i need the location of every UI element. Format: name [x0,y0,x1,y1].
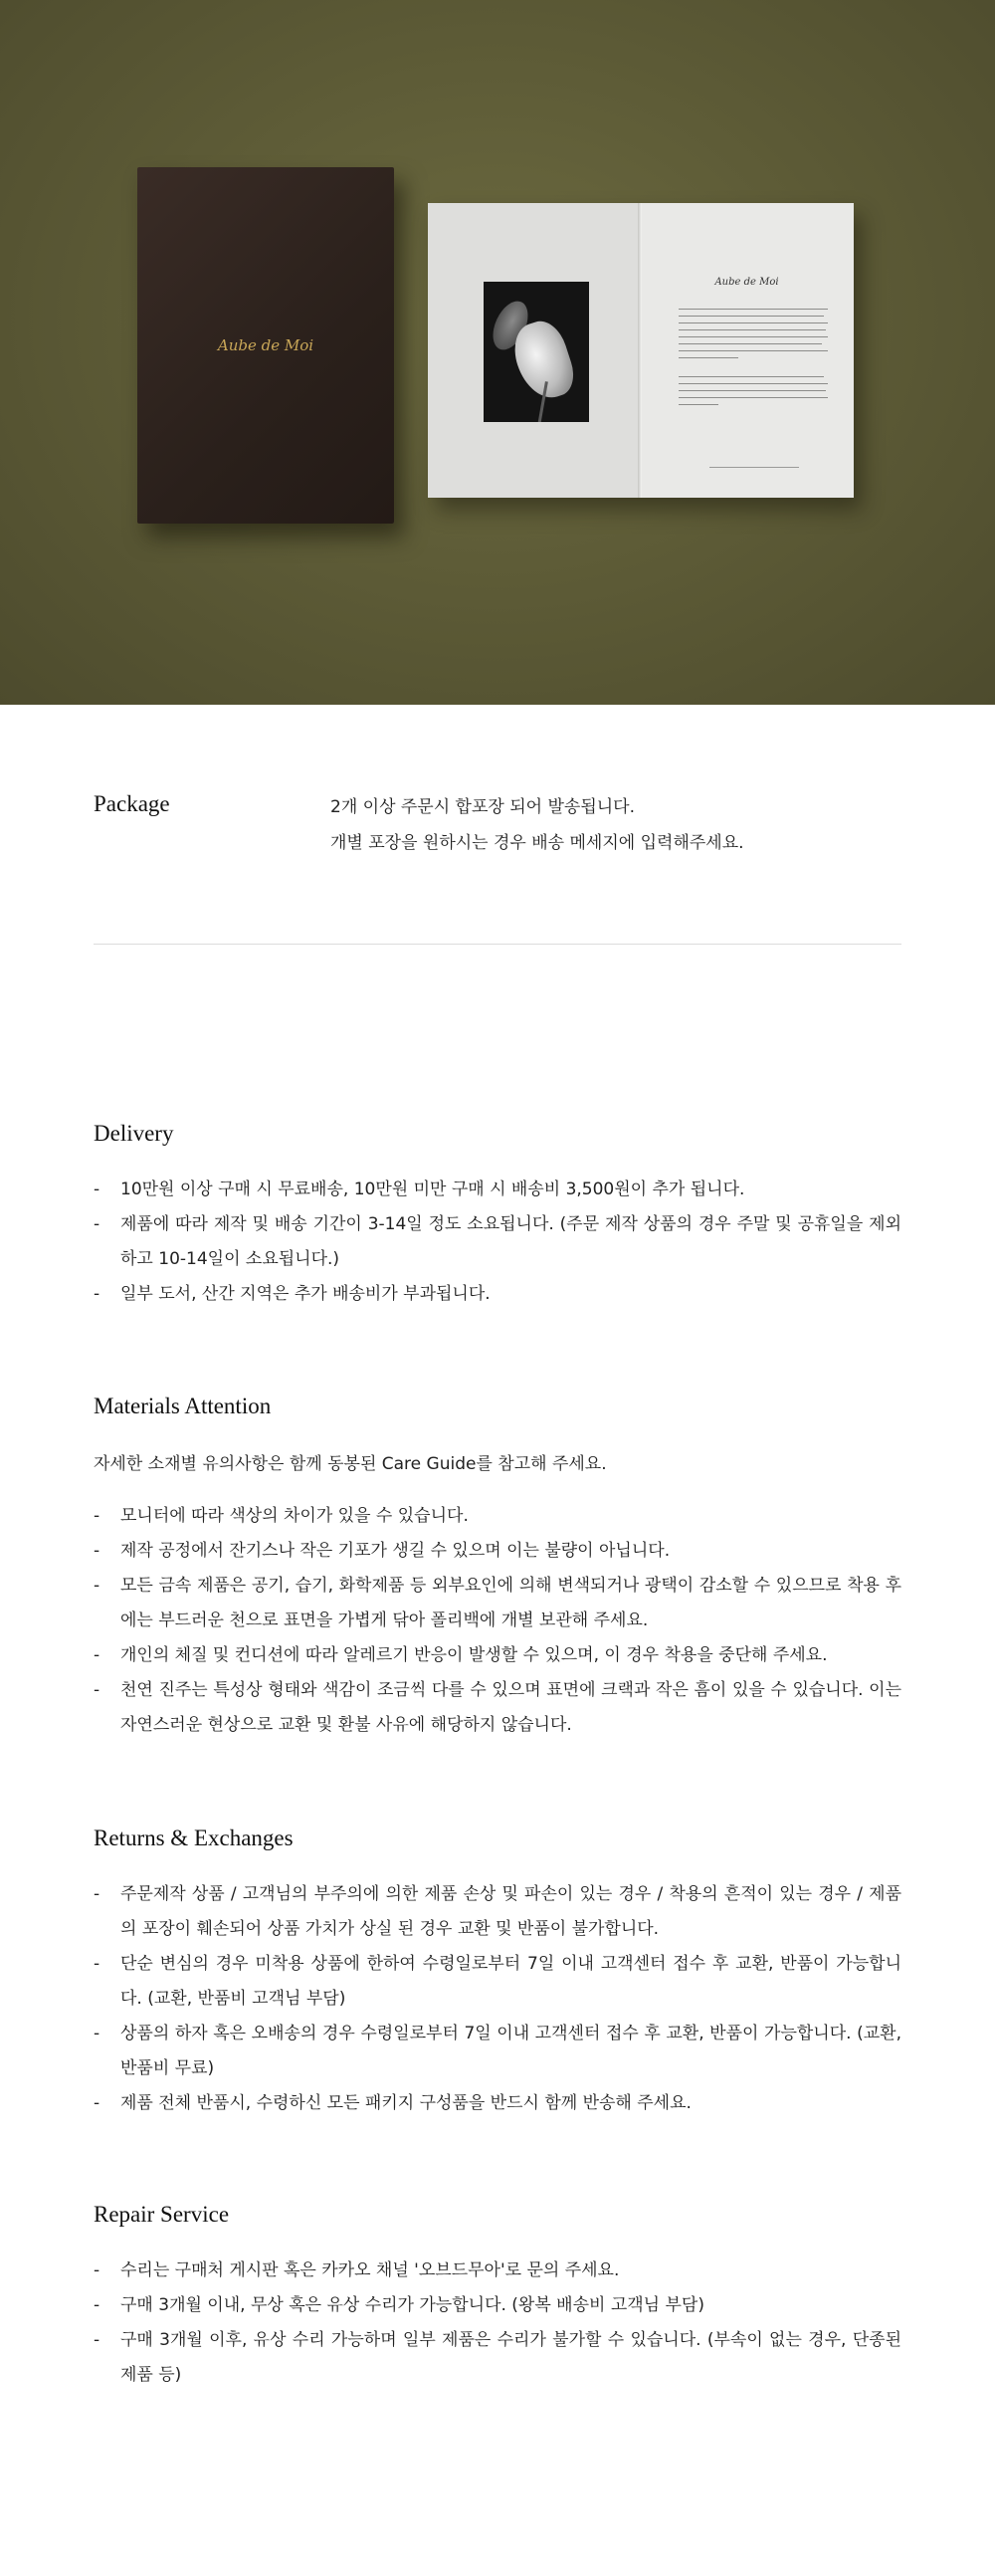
returns-title: Returns & Exchanges [94,1825,294,1850]
greeting-card [428,203,854,498]
list-item: - 제품에 따라 제작 및 배송 기간이 3-14일 정도 소요됩니다. (주문 제작 상품의 경우 주말 및 공휴일을 제외하고 10-14일이 소요됩니다.) [94,1214,901,1269]
list-item: - 모든 금속 제품은 공기, 습기, 화학제품 등 외부요인에 의해 변색되거나 광택이 감소할 수 있으므로 착용 후에는 부드러운 천으로 표면을 가볍게 닦아 폴리백에 개별 보관해 주세요. [94,1576,901,1630]
box-logo: Aube de Moi [217,336,314,354]
list-item: - 10만원 이상 구매 시 무료배송, 10만원 미만 구매 시 배송비 3,500원이 추가 됩니다. [94,1180,745,1199]
list-item: - 수리는 구매처 게시판 혹은 카카오 채널 '오브드무아'로 문의 주세요. [94,2260,620,2280]
repair-title: Repair Service [94,2202,230,2227]
list-item: - 모니터에 따라 색상의 차이가 있을 수 있습니다. [94,1506,469,1526]
package-title: Package [94,791,170,816]
card-message-lines [679,309,828,411]
card-logo: Aube de Moi [714,277,779,288]
package-line: 개별 포장을 원하시는 경우 배송 메세지에 입력해주세요. [330,833,744,853]
list-item: - 일부 도서, 산간 지역은 추가 배송비가 부과됩니다. [94,1284,491,1304]
list-item: - 구매 3개월 이후, 유상 수리 가능하며 일부 제품은 수리가 불가할 수 있습니다. (부속이 없는 경우, 단종된 제품 등) [94,2330,901,2385]
repair-list [94,2254,901,2393]
divider [94,944,901,945]
package-line: 2개 이상 주문시 합포장 되어 발송됩니다. [330,797,635,817]
list-item: - 제작 공정에서 잔기스나 작은 기포가 생길 수 있으며 이는 불량이 아닙니다. [94,1541,671,1561]
card-signature [709,467,799,468]
list-item: - 개인의 체질 및 컨디션에 따라 알레르기 반응이 발생할 수 있으며, 이 경우 착용을 중단해 주세요. [94,1645,828,1665]
list-item: - 천연 진주는 특성상 형태와 색감이 조금씩 다를 수 있으며 표면에 크랙과 작은 흠이 있을 수 있습니다. 이는 자연스러운 현상으로 교환 및 환불 사유에 해당하지 않습니다. [94,1680,901,1735]
delivery-list [94,1173,901,1312]
list-item: - 단순 변심의 경우 미착용 상품에 한하여 수령일로부터 7일 이내 고객센터 접수 후 교환, 반품이 가능합니다. (교환, 반품비 고객님 부담) [94,1954,901,2009]
materials-intro: 자세한 소재별 유의사항은 함께 동봉된 Care Guide를 참고해 주세요. [94,1454,607,1474]
list-item: - 주문제작 상품 / 고객님의 부주의에 의한 제품 손상 및 파손이 있는 경우 / 착용의 흔적이 있는 경우 / 제품의 포장이 훼손되어 상품 가치가 상실 된 경우 교환 및 반품이 불가합니다. [94,1884,901,1939]
delivery-title: Delivery [94,1121,174,1146]
list-item: - 상품의 하자 혹은 오배송의 경우 수령일로부터 7일 이내 고객센터 접수 후 교환, 반품이 가능합니다. (교환, 반품비 무료) [94,2024,901,2078]
materials-list [94,1499,901,1743]
jewelry-box [137,167,394,524]
calla-lily-photo [484,282,589,422]
returns-list [94,1877,901,2121]
list-item: - 제품 전체 반품시, 수령하신 모든 패키지 구성품을 반드시 함께 반송해 주세요. [94,2093,692,2113]
list-item: - 구매 3개월 이내, 무상 혹은 유상 수리가 가능합니다. (왕복 배송비 고객님 부담) [94,2295,704,2315]
hero-photo [0,0,995,705]
materials-title: Materials Attention [94,1394,272,1418]
package-text [330,789,744,861]
